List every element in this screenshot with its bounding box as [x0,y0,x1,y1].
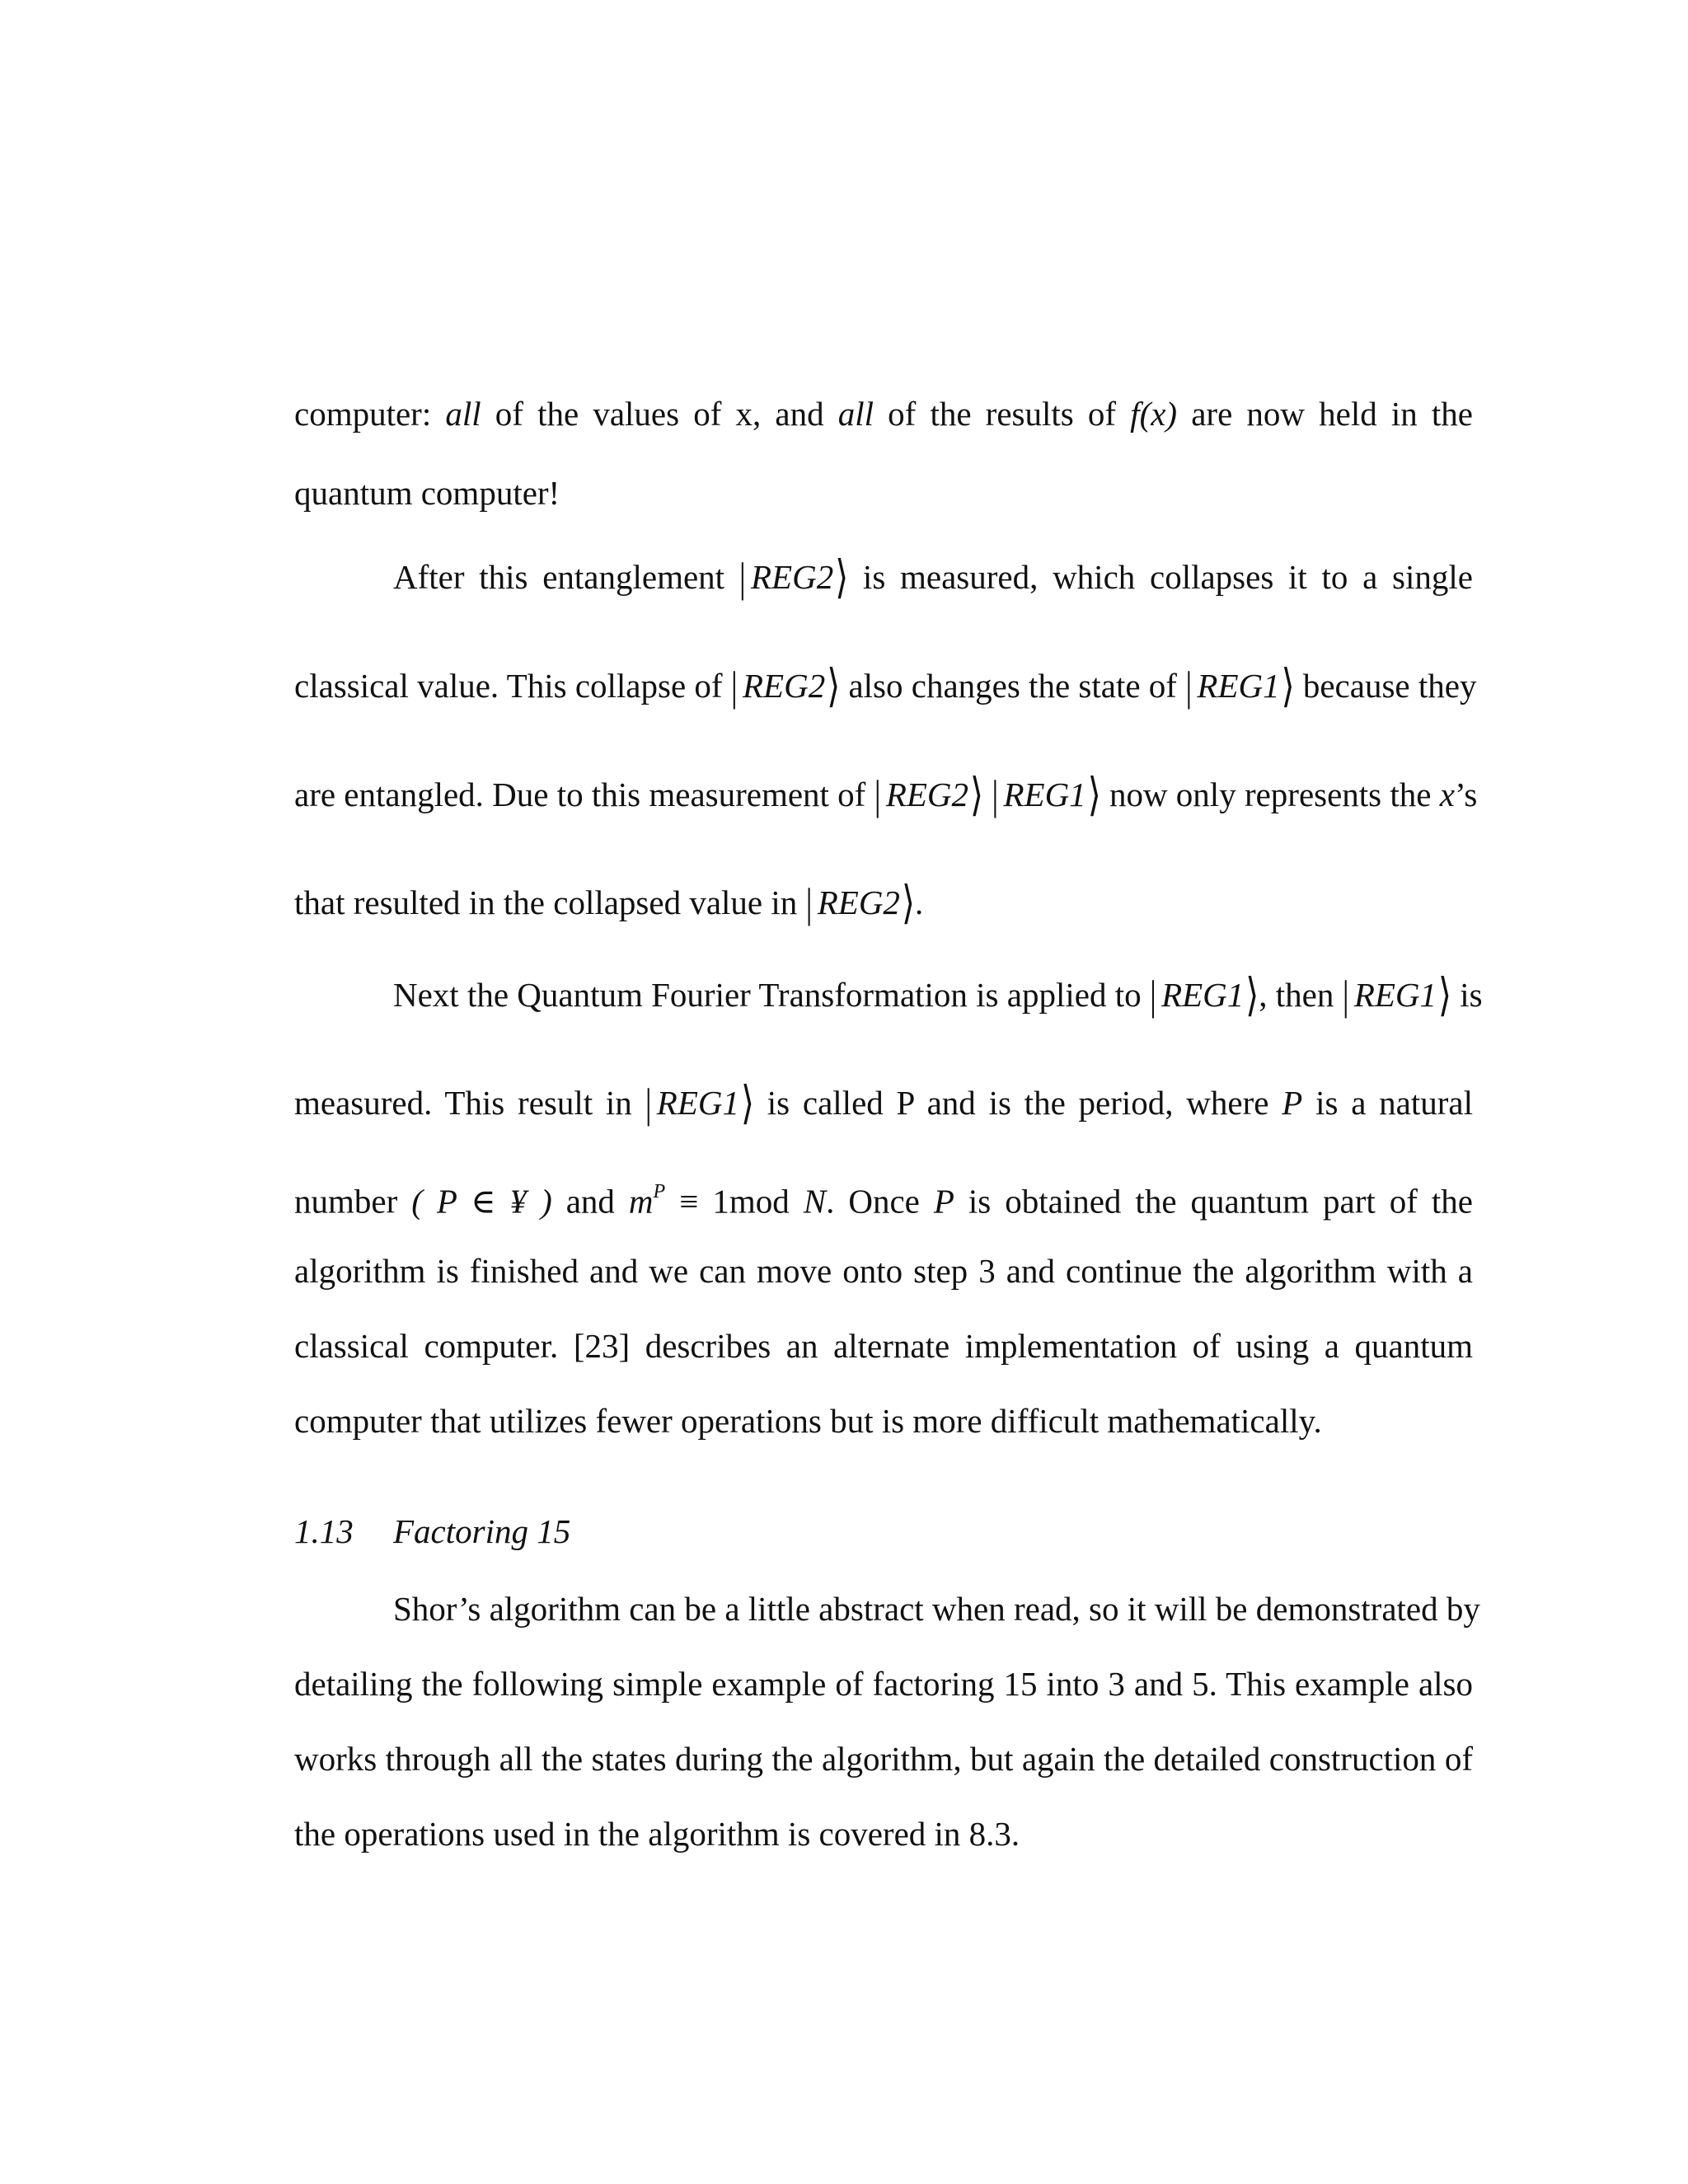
paragraph-2-line-3 [294,768,1478,821]
text: measured. This result in [294,1084,645,1122]
emphasis-all: all [837,395,874,433]
text: is a natural [1302,1084,1473,1122]
paragraph-2-line-4 [294,878,1473,927]
paragraph-2-line-1 [393,552,1473,602]
ket-reg1: | REG1⟩ [1342,968,1452,1021]
ket-reg2: | REG2⟩ [738,551,849,603]
variable-p: P [1282,1084,1303,1122]
variable-x: x [1439,776,1455,813]
text: ’s [1454,776,1478,813]
text: of the values of x, and [481,395,838,433]
text: . Once [826,1182,934,1221]
text: Next the Quantum Fourier Transformation is applied to [393,976,1150,1014]
text: is called P and is the period, where [754,1084,1282,1122]
text: are now held in the [1177,395,1473,433]
text: number [294,1182,412,1221]
section-number: 1.13 [294,1512,354,1550]
exponent-p: P [653,1181,666,1202]
paragraph-4-line-1: Shor’s algorithm can be a little abstract when read, so it will be demonstrated by [393,1590,1480,1628]
text: , then [1259,976,1343,1014]
congruence: ≡ 1mod [665,1182,804,1221]
text: After this entanglement [393,558,739,596]
text: that resulted in the collapsed value in [294,883,806,921]
paragraph-3-line-5: classical computer. [23] describes an alternate implementation of using a quantum [294,1327,1473,1365]
text: is [1451,976,1483,1014]
set-membership: ( P ∈ ¥ ) [411,1182,552,1221]
paragraph-4-line-2: detailing the following simple example of factoring 15 into 3 and 5. This example also [294,1665,1473,1703]
ket-reg2: | REG2⟩ [805,876,915,929]
paragraph-1-line-2: quantum computer! [294,474,560,512]
text: and [551,1182,629,1221]
text [983,776,992,813]
text: because they [1294,667,1477,705]
ket-reg1: | REG1⟩ [992,768,1101,821]
text: computer: [294,395,446,433]
text: now only represents the [1100,776,1440,813]
text: are entangled. Due to this measurement of [294,776,874,813]
text: of the results of [874,395,1131,433]
emphasis-all: all [445,395,481,433]
text: . [914,883,924,921]
ket-reg2: | REG2⟩ [874,768,984,821]
paragraph-1-line-1 [294,389,1473,438]
paragraph-3-line-1 [393,968,1483,1021]
ket-reg2: | REG2⟩ [730,659,841,712]
paragraph-3-line-2 [294,1078,1473,1127]
text: is obtained the quantum part of the [954,1182,1473,1221]
variable-p: P [933,1182,954,1221]
variable-m: m [628,1182,654,1221]
ket-reg1: | REG1⟩ [1185,659,1295,712]
section-title: Factoring 15 [393,1512,571,1550]
paragraph-3-line-3 [294,1170,1473,1226]
function-fx: f(x) [1130,395,1178,433]
variable-n: N [803,1182,827,1221]
paragraph-4-line-4: the operations used in the algorithm is covered in 8.3. [294,1815,1020,1853]
text: classical value. This collapse of [294,667,731,705]
paragraph-3-line-6: computer that utilizes fewer operations but is more difficult mathematically. [294,1402,1322,1440]
paragraph-4-line-3: works through all the states during the algorithm, but again the detailed construction of [294,1740,1473,1778]
ket-reg1: | REG1⟩ [1149,968,1259,1021]
paragraph-3-line-4: algorithm is finished and we can move onto step 3 and continue the algorithm with a [294,1252,1473,1290]
ket-reg1: | REG1⟩ [645,1076,754,1129]
paragraph-2-line-2 [294,659,1477,712]
text: also changes the state of [840,667,1186,705]
text: is measured, which collapses it to a single [848,558,1473,596]
